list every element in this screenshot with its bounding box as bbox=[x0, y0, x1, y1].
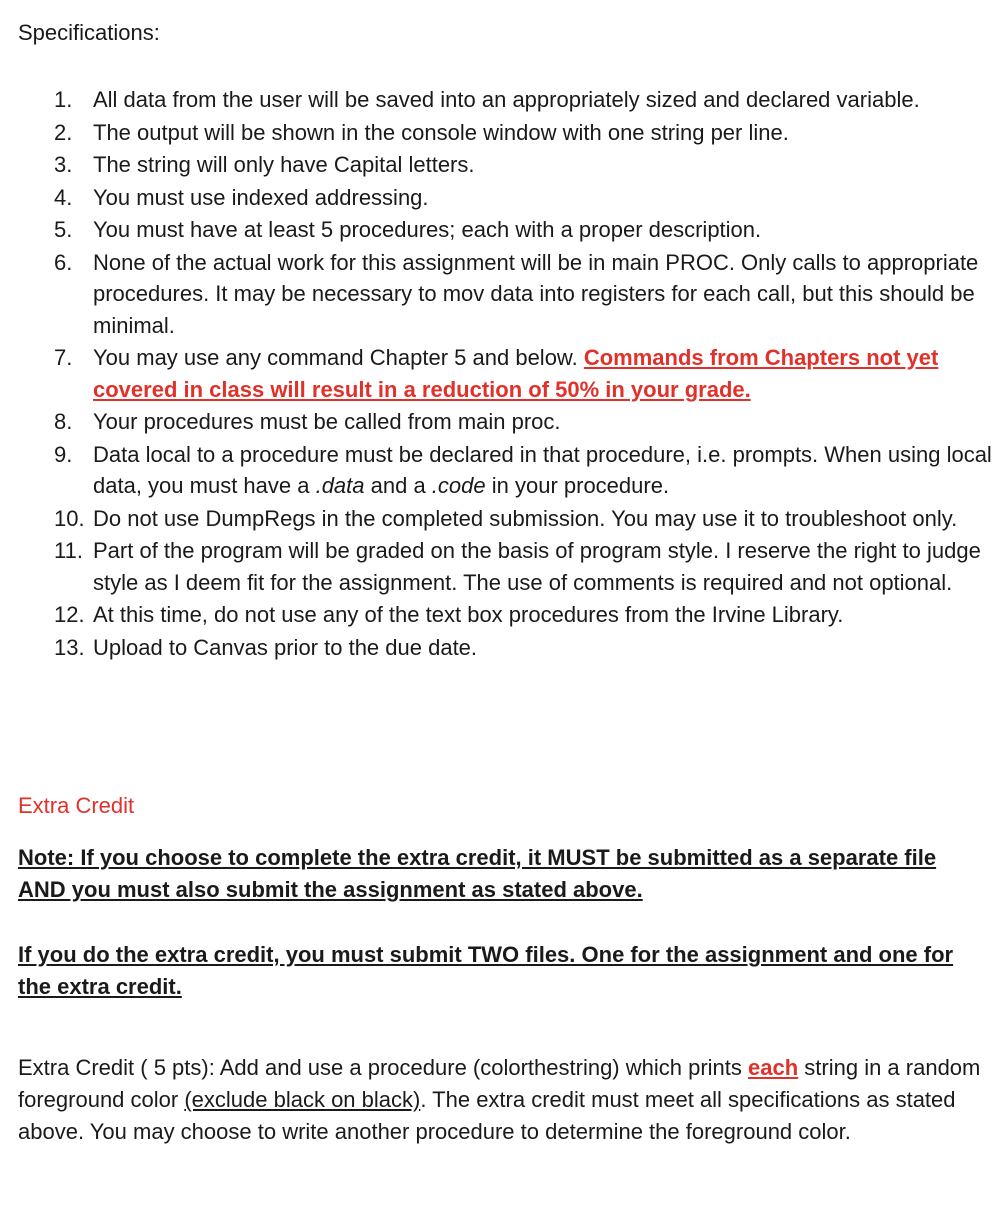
data-directive: .data bbox=[315, 473, 365, 498]
spec-number: 4. bbox=[54, 184, 73, 210]
spec-text: None of the actual work for this assignment will be in main PROC. Only calls to appropriate procedures. It may be necessary to mov data into registers for each call, but this should be minimal. bbox=[93, 249, 979, 338]
spec-number: 9. bbox=[54, 441, 73, 467]
spec-number: 1. bbox=[54, 87, 73, 112]
spec-item bbox=[54, 406, 994, 438]
spec-item bbox=[54, 84, 994, 116]
spec-number: 10. bbox=[54, 505, 85, 531]
spec-item bbox=[54, 439, 994, 502]
spec-item bbox=[54, 599, 994, 631]
spec-text: Upload to Canvas prior to the due date. bbox=[93, 634, 478, 660]
extra-credit-description bbox=[18, 1052, 993, 1148]
specifications-list bbox=[54, 84, 994, 664]
spec-number: 12. bbox=[54, 602, 85, 627]
spec-number: 3. bbox=[54, 152, 73, 177]
spec-text: The string will only have Capital letters. bbox=[93, 152, 475, 177]
spec-number: 6. bbox=[54, 249, 73, 275]
spec-text: You may use any command Chapter 5 and below. bbox=[93, 345, 584, 370]
spec-item bbox=[54, 342, 994, 405]
spec-item bbox=[54, 503, 994, 535]
spec-text: You must have at least 5 procedures; each with a proper description. bbox=[93, 217, 762, 242]
spec-text: and a bbox=[364, 473, 432, 498]
spec-text: All data from the user will be saved into an appropriately sized and declared variable. bbox=[93, 87, 920, 112]
spec-item bbox=[54, 632, 994, 664]
extra-credit-heading: Extra Credit bbox=[18, 793, 135, 818]
spec-text: Your procedures must be called from main proc. bbox=[93, 409, 561, 434]
spec-item bbox=[54, 117, 994, 149]
spec-item bbox=[54, 214, 994, 246]
code-directive: .code bbox=[431, 473, 486, 498]
ec-body-text: . The extra credit must meet all specifications as stated above. You may choose to write another procedure to determine the foreground color. bbox=[18, 1087, 956, 1144]
spec-text: Do not use DumpRegs in the completed submission. You may use it to troubleshoot only. bbox=[93, 505, 958, 531]
spec-number: 7. bbox=[54, 345, 73, 370]
spec-item bbox=[54, 149, 994, 181]
spec-item bbox=[54, 535, 994, 598]
spec-text: Data local to a procedure must be declared in that procedure, i.e. prompts. When using local data, you must have a bbox=[93, 441, 992, 498]
extra-credit-two-files-note: If you do the extra credit, you must submit TWO files. One for the assignment and one for the extra credit. bbox=[18, 942, 954, 999]
ec-body-text: string in a random foreground color bbox=[18, 1055, 981, 1112]
spec-text: The output will be shown in the console window with one string per line. bbox=[93, 119, 789, 145]
spec-text: in your procedure. bbox=[485, 473, 670, 498]
ec-body-text: Extra Credit ( 5 pts): Add and use a procedure (colorthestring) which prints bbox=[18, 1055, 749, 1080]
spec-text: Part of the program will be graded on the basis of program style. I reserve the right to judge style as I deem fit for the assignment. The use of comments is required and not optional. bbox=[93, 538, 981, 595]
each-emphasis: each bbox=[748, 1055, 799, 1080]
spec-number: 2. bbox=[54, 119, 73, 145]
spec-text: At this time, do not use any of the text box procedures from the Irvine Library. bbox=[93, 602, 844, 627]
exclude-black-note: (exclude black on black) bbox=[184, 1087, 421, 1112]
specifications-heading: Specifications: bbox=[18, 20, 160, 45]
spec-number: 13. bbox=[54, 634, 85, 660]
spec-number: 11. bbox=[54, 538, 83, 563]
spec-number: 8. bbox=[54, 409, 73, 434]
spec-text: You must use indexed addressing. bbox=[93, 184, 429, 210]
extra-credit-note: Note: If you choose to complete the extra credit, it MUST be submitted as a separate file AND you must also submit the assignment as stated above. bbox=[18, 845, 937, 902]
spec-number: 5. bbox=[54, 217, 73, 242]
grade-penalty-warning: Commands from Chapters not yet covered in class will result in a reduction of 50% in your grade. bbox=[93, 345, 939, 402]
spec-item bbox=[54, 247, 994, 342]
spec-item bbox=[54, 182, 994, 214]
